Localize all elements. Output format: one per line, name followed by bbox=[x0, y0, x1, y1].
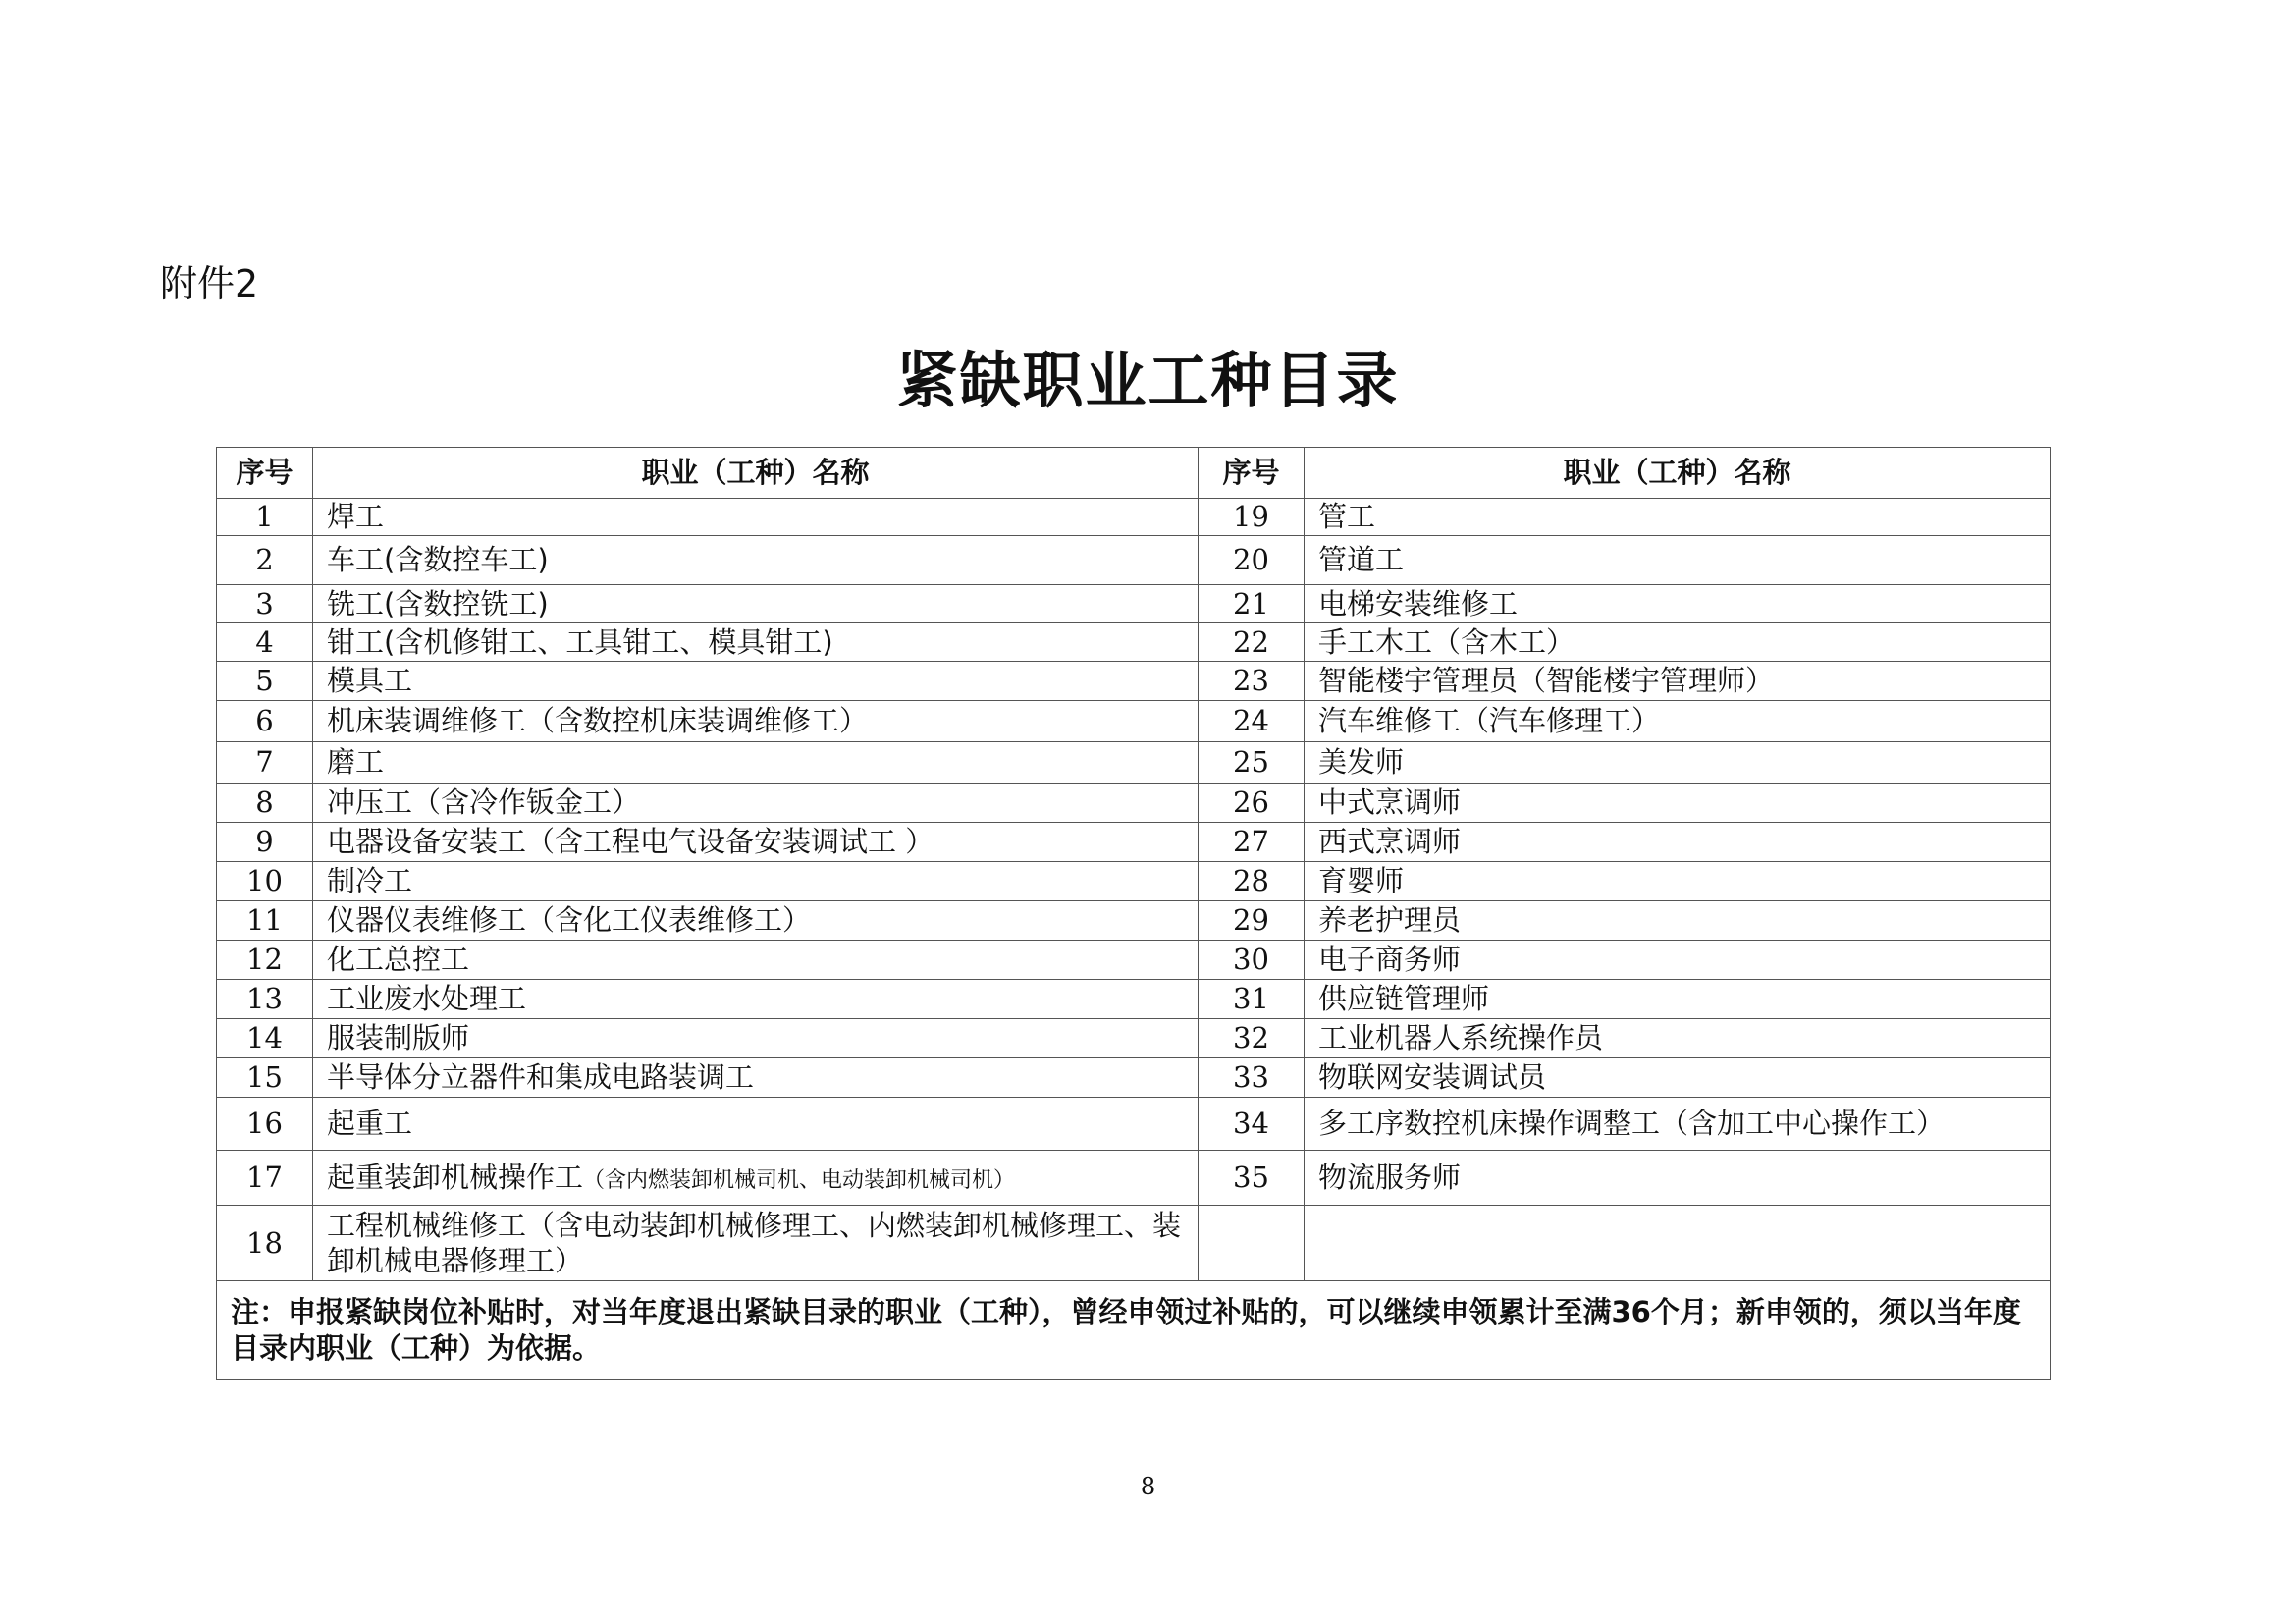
occupation-name: 电器设备安装工（含工程电气设备安装调试工 ） bbox=[313, 823, 1199, 862]
occupation-name bbox=[313, 1151, 1199, 1206]
row-no: 15 bbox=[217, 1058, 313, 1098]
row-no: 31 bbox=[1199, 980, 1305, 1019]
row-no: 20 bbox=[1199, 536, 1305, 585]
note-row bbox=[217, 1281, 2051, 1380]
occupation-name: 电子商务师 bbox=[1305, 941, 2051, 980]
occupation-name: 半导体分立器件和集成电路装调工 bbox=[313, 1058, 1199, 1098]
table-row bbox=[217, 701, 2051, 742]
table-row bbox=[217, 1058, 2051, 1098]
occupation-name: 西式烹调师 bbox=[1305, 823, 2051, 862]
occupation-name: 管道工 bbox=[1305, 536, 2051, 585]
row-no: 27 bbox=[1199, 823, 1305, 862]
row-no bbox=[1199, 1206, 1305, 1281]
row-no: 25 bbox=[1199, 742, 1305, 784]
occupation-name: 供应链管理师 bbox=[1305, 980, 2051, 1019]
table-row bbox=[217, 980, 2051, 1019]
row-no: 4 bbox=[217, 623, 313, 662]
table-row bbox=[217, 499, 2051, 536]
row-no: 34 bbox=[1199, 1098, 1305, 1151]
row-no: 13 bbox=[217, 980, 313, 1019]
occupation-name: 智能楼宇管理员（智能楼宇管理师） bbox=[1305, 662, 2051, 701]
occupation-name: 仪器仪表维修工（含化工仪表维修工） bbox=[313, 901, 1199, 941]
table-row bbox=[217, 823, 2051, 862]
row-no: 19 bbox=[1199, 499, 1305, 536]
table-row bbox=[217, 901, 2051, 941]
header-name-left: 职业（工种）名称 bbox=[313, 448, 1199, 499]
occupation-name: 钳工(含机修钳工、工具钳工、模具钳工) bbox=[313, 623, 1199, 662]
occupation-name: 铣工(含数控铣工) bbox=[313, 585, 1199, 623]
occupation-name: 中式烹调师 bbox=[1305, 784, 2051, 823]
row-no: 18 bbox=[217, 1206, 313, 1281]
table-row bbox=[217, 1151, 2051, 1206]
occupation-name: 美发师 bbox=[1305, 742, 2051, 784]
row-no: 11 bbox=[217, 901, 313, 941]
row-no: 21 bbox=[1199, 585, 1305, 623]
table-row bbox=[217, 1206, 2051, 1281]
table-row bbox=[217, 1098, 2051, 1151]
row-no: 23 bbox=[1199, 662, 1305, 701]
occupation-name: 模具工 bbox=[313, 662, 1199, 701]
occupation-name: 制冷工 bbox=[313, 862, 1199, 901]
table-row bbox=[217, 1019, 2051, 1058]
row-no: 6 bbox=[217, 701, 313, 742]
table-row bbox=[217, 742, 2051, 784]
row-no: 14 bbox=[217, 1019, 313, 1058]
occupation-name: 育婴师 bbox=[1305, 862, 2051, 901]
occupation-name: 汽车维修工（汽车修理工） bbox=[1305, 701, 2051, 742]
occupation-name: 电梯安装维修工 bbox=[1305, 585, 2051, 623]
occupation-name: 多工序数控机床操作调整工（含加工中心操作工） bbox=[1305, 1098, 2051, 1151]
row-no: 26 bbox=[1199, 784, 1305, 823]
note-text: 注：申报紧缺岗位补贴时，对当年度退出紧缺目录的职业（工种），曾经申领过补贴的，可以继续申领累计至满36个月；新申领的，须以当年度目录内职业（工种）为依据。 bbox=[217, 1281, 2051, 1380]
occupation-name-main: 起重装卸机械操作工 bbox=[327, 1161, 584, 1195]
occupation-name: 机床装调维修工（含数控机床装调维修工） bbox=[313, 701, 1199, 742]
occupation-name: 服装制版师 bbox=[313, 1019, 1199, 1058]
occupation-name-note: （含内燃装卸机械司机、电动装卸机械司机） bbox=[583, 1168, 1016, 1194]
occupation-name: 物流服务师 bbox=[1305, 1151, 2051, 1206]
table-row bbox=[217, 784, 2051, 823]
occupation-name: 工程机械维修工（含电动装卸机械修理工、内燃装卸机械修理工、装卸机械电器修理工） bbox=[313, 1206, 1199, 1281]
row-no: 7 bbox=[217, 742, 313, 784]
occupation-name: 工业机器人系统操作员 bbox=[1305, 1019, 2051, 1058]
header-name-right: 职业（工种）名称 bbox=[1305, 448, 2051, 499]
occupation-name: 物联网安装调试员 bbox=[1305, 1058, 2051, 1098]
row-no: 10 bbox=[217, 862, 313, 901]
occupation-name bbox=[1305, 1206, 2051, 1281]
row-no: 33 bbox=[1199, 1058, 1305, 1098]
table-row bbox=[217, 662, 2051, 701]
header-no-left: 序号 bbox=[217, 448, 313, 499]
table-row bbox=[217, 862, 2051, 901]
occupation-name: 起重工 bbox=[313, 1098, 1199, 1151]
table-row bbox=[217, 536, 2051, 585]
row-no: 22 bbox=[1199, 623, 1305, 662]
row-no: 5 bbox=[217, 662, 313, 701]
row-no: 8 bbox=[217, 784, 313, 823]
occupation-name: 车工(含数控车工) bbox=[313, 536, 1199, 585]
row-no: 9 bbox=[217, 823, 313, 862]
occupation-name: 化工总控工 bbox=[313, 941, 1199, 980]
occupation-table bbox=[216, 447, 2051, 1380]
row-no: 29 bbox=[1199, 901, 1305, 941]
table-row bbox=[217, 585, 2051, 623]
table-row bbox=[217, 941, 2051, 980]
occupation-name: 磨工 bbox=[313, 742, 1199, 784]
header-no-right: 序号 bbox=[1199, 448, 1305, 499]
row-no: 24 bbox=[1199, 701, 1305, 742]
row-no: 12 bbox=[217, 941, 313, 980]
row-no: 2 bbox=[217, 536, 313, 585]
row-no: 17 bbox=[217, 1151, 313, 1206]
occupation-name: 冲压工（含冷作钣金工） bbox=[313, 784, 1199, 823]
page-number: 8 bbox=[1140, 1473, 1156, 1500]
occupation-name: 管工 bbox=[1305, 499, 2051, 536]
row-no: 16 bbox=[217, 1098, 313, 1151]
table-row bbox=[217, 623, 2051, 662]
occupation-name: 养老护理员 bbox=[1305, 901, 2051, 941]
page-title: 紧缺职业工种目录 bbox=[896, 345, 1400, 416]
row-no: 35 bbox=[1199, 1151, 1305, 1206]
row-no: 1 bbox=[217, 499, 313, 536]
row-no: 30 bbox=[1199, 941, 1305, 980]
occupation-name: 手工木工（含木工） bbox=[1305, 623, 2051, 662]
row-no: 28 bbox=[1199, 862, 1305, 901]
occupation-name: 工业废水处理工 bbox=[313, 980, 1199, 1019]
row-no: 3 bbox=[217, 585, 313, 623]
occupation-name: 焊工 bbox=[313, 499, 1199, 536]
table-header-row bbox=[217, 448, 2051, 499]
row-no: 32 bbox=[1199, 1019, 1305, 1058]
attachment-label: 附件2 bbox=[160, 262, 259, 305]
